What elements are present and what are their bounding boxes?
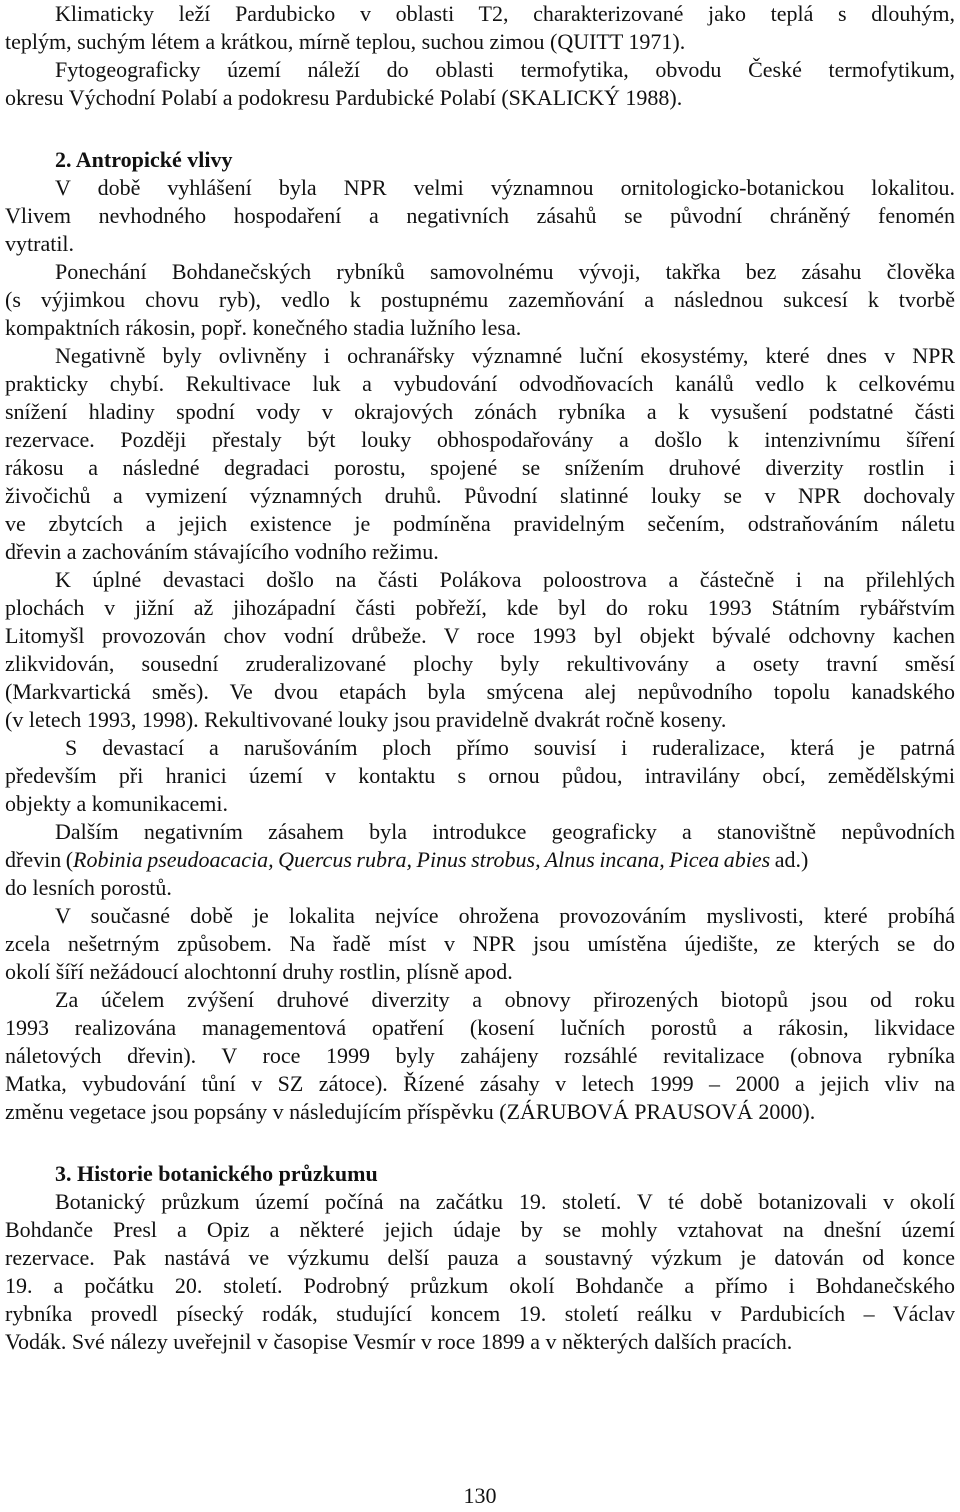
text-line: (v letech 1993, 1998). Rekultivované louky jsou pravidelně dvakrát ročně koseny. bbox=[5, 707, 727, 732]
species-names: Robinia pseudoacacia, Quercus rubra, Pinus strobus, Alnus incana, Picea abies bbox=[73, 847, 771, 872]
text-line: náletových dřevin). V roce 1999 byly zahájeny rozsáhlé revitalizace (obnova rybníka bbox=[5, 1043, 955, 1068]
page-number: 130 bbox=[463, 1483, 497, 1508]
text-line: objekty a komunikacemi. bbox=[5, 791, 228, 816]
text-line: vytratil. bbox=[5, 231, 75, 256]
text-line: Botanický průzkum území počíná na začátku 19. století. V té době botanizovali v okolí bbox=[55, 1189, 955, 1214]
text-line: změnu vegetace jsou popsány v následujícím příspěvku (ZÁRUBOVÁ PRAUSOVÁ 2000). bbox=[5, 1099, 816, 1124]
text-line: 19. a počátku 20. století. Podrobný průzkum okolí Bohdanče a přímo i Bohdanečského bbox=[5, 1273, 955, 1298]
text-line: prakticky chybí. Rekultivace luk a vybudování odvodňovacích kanálů vedlo k celkovému bbox=[5, 371, 955, 396]
text-fragment: ad.) bbox=[770, 847, 809, 872]
text-line: Matka, vybudování tůní v SZ zátoce). Řízené zásahy v letech 1999 – 2000 a jejich vliv na bbox=[5, 1071, 955, 1096]
text-line: okresu Východní Polabí a podokresu Pardubické Polabí (SKALICKÝ 1988). bbox=[5, 85, 683, 110]
text-line: rákosu a následné degradaci porostu, spojené se snížením druhové diverzity rostlin i bbox=[5, 455, 955, 480]
text-line: Ponechání Bohdanečských rybníků samovolnému vývoji, takřka bez zásahu člověka bbox=[55, 259, 955, 284]
text-line: kompaktních rákosin, popř. konečného stadia lužního lesa. bbox=[5, 315, 522, 340]
text-line: rezervace. Později přestaly být louky obhospodařovány a došlo k intenzivnímu šíření bbox=[5, 427, 955, 452]
text-line: živočichů a vymizení významných druhů. Původní slatinné louky se v NPR dochovaly bbox=[5, 483, 955, 508]
text-line: Klimaticky leží Pardubicko v oblasti T2, charakterizované jako teplá s dlouhým, bbox=[55, 1, 955, 26]
text-line: Litomyšl provozován chov vodní drůbeže. V roce 1993 byl objekt bývalé odchovny kachen bbox=[5, 623, 955, 648]
section-heading: 2. Antropické vlivy bbox=[55, 147, 233, 172]
text-line: rezervace. Pak nastává ve výzkumu delší pauza a soustavný výzkum je datován od konce bbox=[5, 1245, 955, 1270]
text-line: Vlivem nevhodného hospodaření a negativních zásahů se původní chráněný fenomén bbox=[5, 203, 955, 228]
text-line: K úplné devastaci došlo na části Polákova poloostrova a částečně i na přilehlých bbox=[55, 567, 955, 592]
text-line: snížení hladiny spodní vody v okrajových zónách rybníka a k vysušení podstatné části bbox=[5, 399, 955, 424]
text-line: Dalším negativním zásahem byla introdukce geograficky a stanovištně nepůvodních bbox=[55, 819, 955, 844]
text-line: plochách v jižní až jihozápadní části pobřeží, kde byl do roku 1993 Státním rybářstvím bbox=[5, 595, 955, 620]
text-line: zlikvidován, sousední zruderalizované plochy byly rekultivovány a osety travní směsí bbox=[5, 651, 955, 676]
text-line: (Markvartická směs). Ve dvou etapách byla smýcena alej nepůvodního topolu kanadského bbox=[5, 679, 955, 704]
text-line: Za účelem zvýšení druhové diverzity a obnovy přirozených biotopů jsou od roku bbox=[55, 987, 955, 1012]
text-line: Negativně byly ovlivněny i ochranářsky významné luční ekosystémy, které dnes v NPR bbox=[55, 343, 955, 368]
text-line: rybníka provedl písecký rodák, studující koncem 19. století reálku v Pardubicích – Václav bbox=[5, 1301, 955, 1326]
section-heading: 3. Historie botanického průzkumu bbox=[55, 1161, 378, 1186]
text-line: Fytogeograficky území náleží do oblasti termofytika, obvodu České termofytikum, bbox=[55, 57, 955, 82]
text-line: okolí šíří nežádoucí alochtonní druhy rostlin, plísně apod. bbox=[5, 959, 513, 984]
text-line: 1993 realizována managementová opatření (kosení lučních porostů a rákosin, likvidace bbox=[5, 1015, 955, 1040]
text-line: teplým, suchým létem a krátkou, mírně teplou, suchou zimou (QUITT 1971). bbox=[5, 29, 686, 54]
text-line-with-species bbox=[5, 846, 955, 874]
text-line: V době vyhlášení byla NPR velmi významnou ornitologicko-botanickou lokalitou. bbox=[55, 175, 955, 200]
text-fragment: dřevin ( bbox=[5, 847, 74, 872]
text-line: S devastací a narušováním ploch přímo souvisí i ruderalizace, která je patrná bbox=[65, 735, 955, 760]
text-line: do lesních porostů. bbox=[5, 875, 172, 900]
text-line: Vodák. Své nálezy uveřejnil v časopise Vesmír v roce 1899 a v některých dalších pracích. bbox=[5, 1329, 793, 1354]
text-line: (s výjimkou chovu ryb), vedlo k postupnému zazemňování a následnou sukcesí k tvorbě bbox=[5, 287, 955, 312]
text-line: V současné době je lokalita nejvíce ohrožena provozováním myslivosti, které probíhá bbox=[55, 903, 955, 928]
text-line: ve zbytcích a jejich existence je podmíněna pravidelným sečením, odstraňováním náletu bbox=[5, 511, 955, 536]
text-line: dřevin a zachováním stávajícího vodního režimu. bbox=[5, 539, 439, 564]
text-line: Bohdanče Presl a Opiz a některé jejich údaje by se mohly vztahovat na dnešní území bbox=[5, 1217, 955, 1242]
text-line: především při hranici území v kontaktu s ornou půdou, intravilány obcí, zemědělskými bbox=[5, 763, 955, 788]
text-line: zcela nešetrným způsobem. Na řadě míst v NPR jsou umístěna újedište, ze kterých se do bbox=[5, 931, 955, 956]
